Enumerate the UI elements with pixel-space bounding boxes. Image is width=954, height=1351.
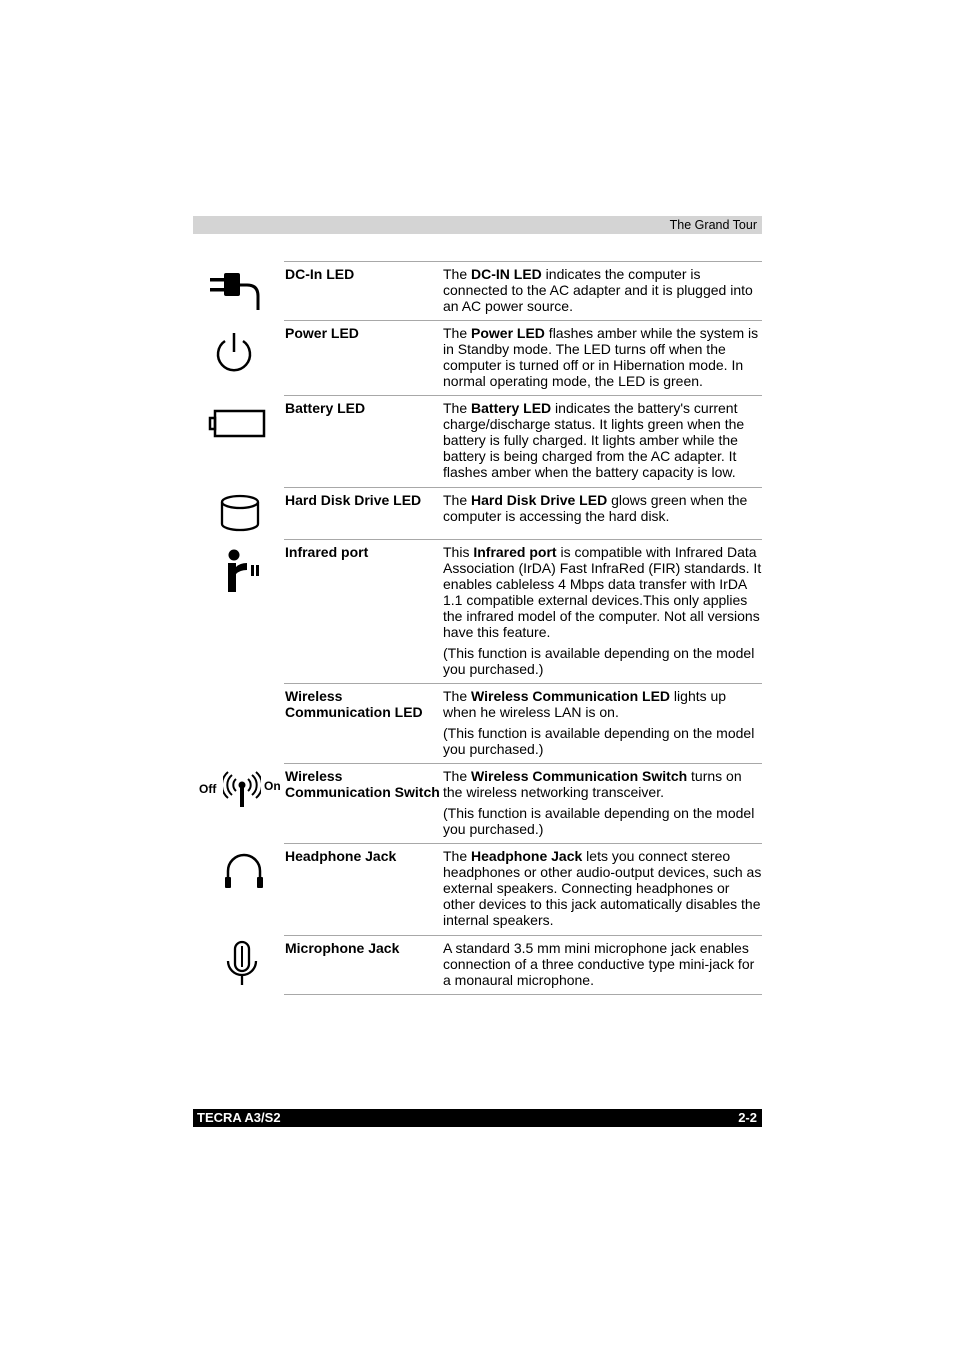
table-row: [193, 320, 762, 395]
description: The Headphone Jack lets you connect stereo headphones or other audio-output devices, such as external speakers. Connecting headphones or other devices to this jack automatically disables the internal speakers.: [443, 848, 762, 928]
term-label: Wireless Communication LED: [285, 688, 423, 720]
term-label: DC-In LED: [285, 266, 355, 282]
feature-table: [193, 261, 762, 995]
page-header-bar: [193, 216, 762, 234]
hard-disk-icon: [217, 493, 263, 535]
description: The Wireless Communication Switch turns on the wireless networking transceiver.: [443, 768, 742, 800]
power-icon: [212, 330, 256, 376]
table-row: [193, 539, 762, 683]
dc-plug-icon: [207, 270, 267, 314]
description: The Wireless Communication LED lights up when he wireless LAN is on.: [443, 688, 727, 720]
availability-note: (This function is available depending on the model you purchased.): [443, 725, 755, 757]
availability-note: (This function is available depending on the model you purchased.): [443, 805, 755, 837]
table-row: [193, 935, 762, 995]
description: This Infrared port is compatible with Infrared Data Association (IrDA) Fast InfraRed (FIR) standards. It enables cableless 4 Mbps data transfer with IrDA 1.1 compatible external devices.This only applies the infrared model of the computer. Not all versions have this feature.: [443, 544, 762, 640]
wireless-switch-icon: [223, 771, 261, 811]
description: The Power LED flashes amber while the system is in Standby mode. The LED turns off when the computer is turned off or in Hibernation mode. In normal operating mode, the LED is green.: [443, 325, 759, 389]
description: The Battery LED indicates the battery's current charge/discharge status. It lights green when the battery is fully charged. It lights amber while the battery is being charged from the AC adapter. It flashes amber when the battery capacity is low.: [443, 400, 745, 480]
switch-on-label: On: [264, 779, 281, 793]
infrared-icon: [225, 548, 269, 596]
availability-note: (This function is available depending on the model you purchased.): [443, 645, 755, 677]
page-number: 2-2: [738, 1110, 757, 1125]
term-label: Wireless Communication Switch: [285, 768, 440, 800]
table-row: [193, 683, 762, 763]
description: The DC-IN LED indicates the computer is connected to the AC adapter and it is plugged into an AC power source.: [443, 266, 753, 314]
table-row: [193, 487, 762, 539]
term-label: Infrared port: [285, 544, 369, 560]
switch-off-label: Off: [199, 782, 217, 796]
term-label: Headphone Jack: [285, 848, 397, 864]
description: The Hard Disk Drive LED glows green when the computer is accessing the hard disk.: [443, 492, 748, 524]
table-row: [193, 843, 762, 935]
term-label: Hard Disk Drive LED: [285, 492, 422, 508]
term-label: Microphone Jack: [285, 940, 400, 956]
table-row: [193, 261, 762, 320]
table-row: [193, 395, 762, 487]
section-title: The Grand Tour: [669, 218, 757, 232]
description: A standard 3.5 mm mini microphone jack enables connection of a three conductive type mini-jack for a monaural microphone.: [443, 940, 755, 988]
headphone-icon: [222, 851, 266, 891]
microphone-icon: [222, 939, 262, 989]
page-footer-bar: [193, 1109, 762, 1127]
model-name: TECRA A3/S2: [197, 1110, 281, 1125]
term-label: Power LED: [285, 325, 359, 341]
table-row: [193, 763, 762, 843]
term-label: Battery LED: [285, 400, 366, 416]
battery-icon: [208, 408, 268, 440]
